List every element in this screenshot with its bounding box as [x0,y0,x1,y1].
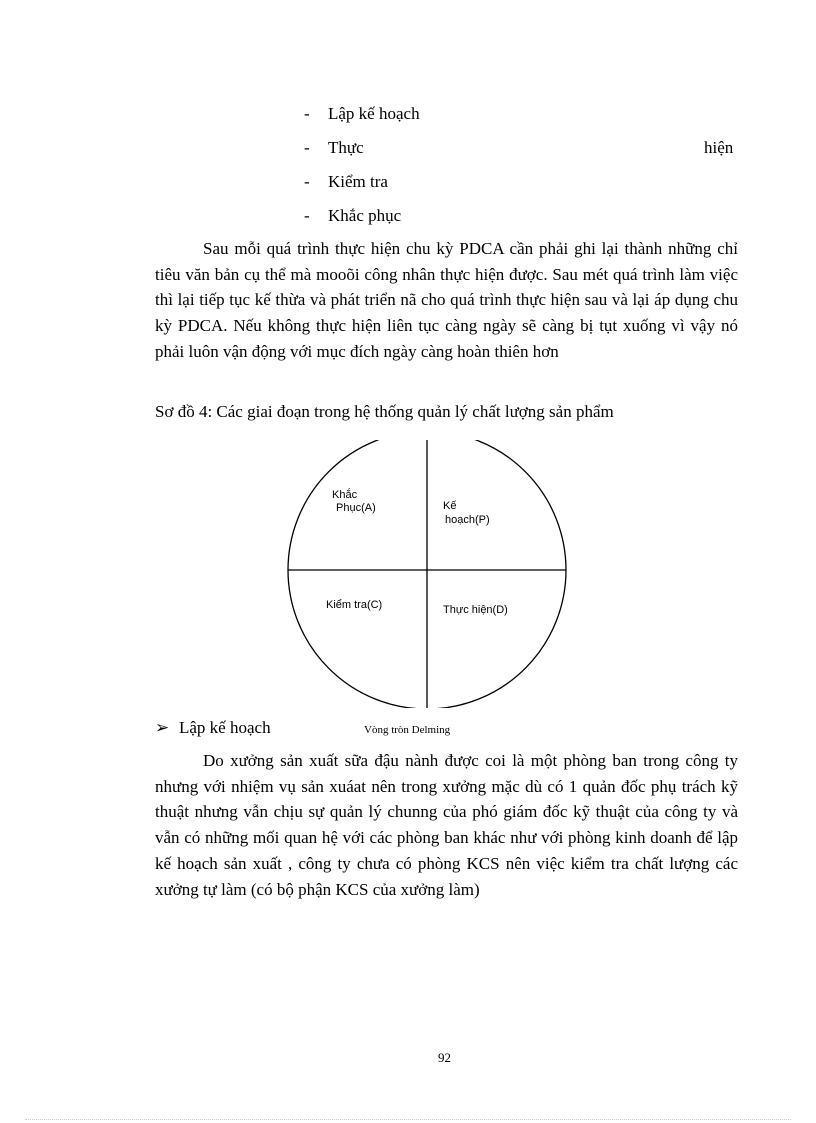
paragraph-planning: Do xưởng sản xuất sữa đậu nành được coi là một phòng ban trong công ty nhưng với nhiệm vụ sản xuáat nên trong xưởng mặc dù có 1 quản đốc phụ trách kỹ thuật nhưng vẫn chịu sự quản lý chunng của phó giám đốc kỹ thuật của công ty và vẫn có những mối quan hệ với các phòng ban khác như với phòng kinh doanh để lập kế hoạch sản xuất , công ty chưa có phòng KCS nên việc kiểm tra chất lượng các xưởng tự làm (có bộ phận KCS của xưởng làm) [155,751,738,899]
quadrant-check: Kiểm tra(C) [326,599,383,611]
bullet-text: Kiểm tra [328,172,388,191]
page-bottom-divider [25,1119,791,1120]
quadrant-plan-line2: hoạch(P) [445,514,490,526]
page-number: 92 [438,1050,451,1065]
bullet-marker: - [304,138,310,157]
bullet-text-continued: hiện [704,138,734,157]
bullet-text: Lập kế hoạch [328,104,420,123]
section-heading [155,718,271,738]
bullet-marker: - [304,206,310,225]
bullet-marker: - [304,172,310,191]
quadrant-act-line1: Khắc [332,489,358,501]
figure-caption: Sơ đồ 4: Các giai đoạn trong hệ thống quản lý chất lượng sản phẩm [155,402,614,421]
arrow-bullet-icon: ➢ [155,718,170,737]
quadrant-act-line2: Phục(A) [336,502,376,514]
section-heading-text: Lập kế hoạch [179,718,271,737]
quadrant-plan-line1: Kế [443,500,457,512]
bullet-marker: - [304,104,310,123]
deming-circle-diagram [284,440,574,708]
diagram-title: Vòng tròn Delming [364,724,451,736]
paragraph-pdca: Sau mỗi quá trình thực hiện chu kỳ PDCA cần phải ghi lại thành những chỉ tiêu văn bản cụ thể mà mooõi công nhân thực hiện được. Sau mét quá trình làm việc thì lại tiếp tục kế thừa và phát triển nã cho quá trình thực hiện sau và lại áp dụng chu kỳ PDCA. Nếu không thực hiện liên tục càng ngày sẽ càng bị tụt xuống vì vậy nó phải luôn vận động với mục đích ngày càng hoàn thiên hơn [155,239,738,361]
bullet-text: Thực [328,138,364,157]
bullet-text: Khắc phục [328,206,402,225]
quadrant-do: Thực hiện(D) [443,604,508,616]
